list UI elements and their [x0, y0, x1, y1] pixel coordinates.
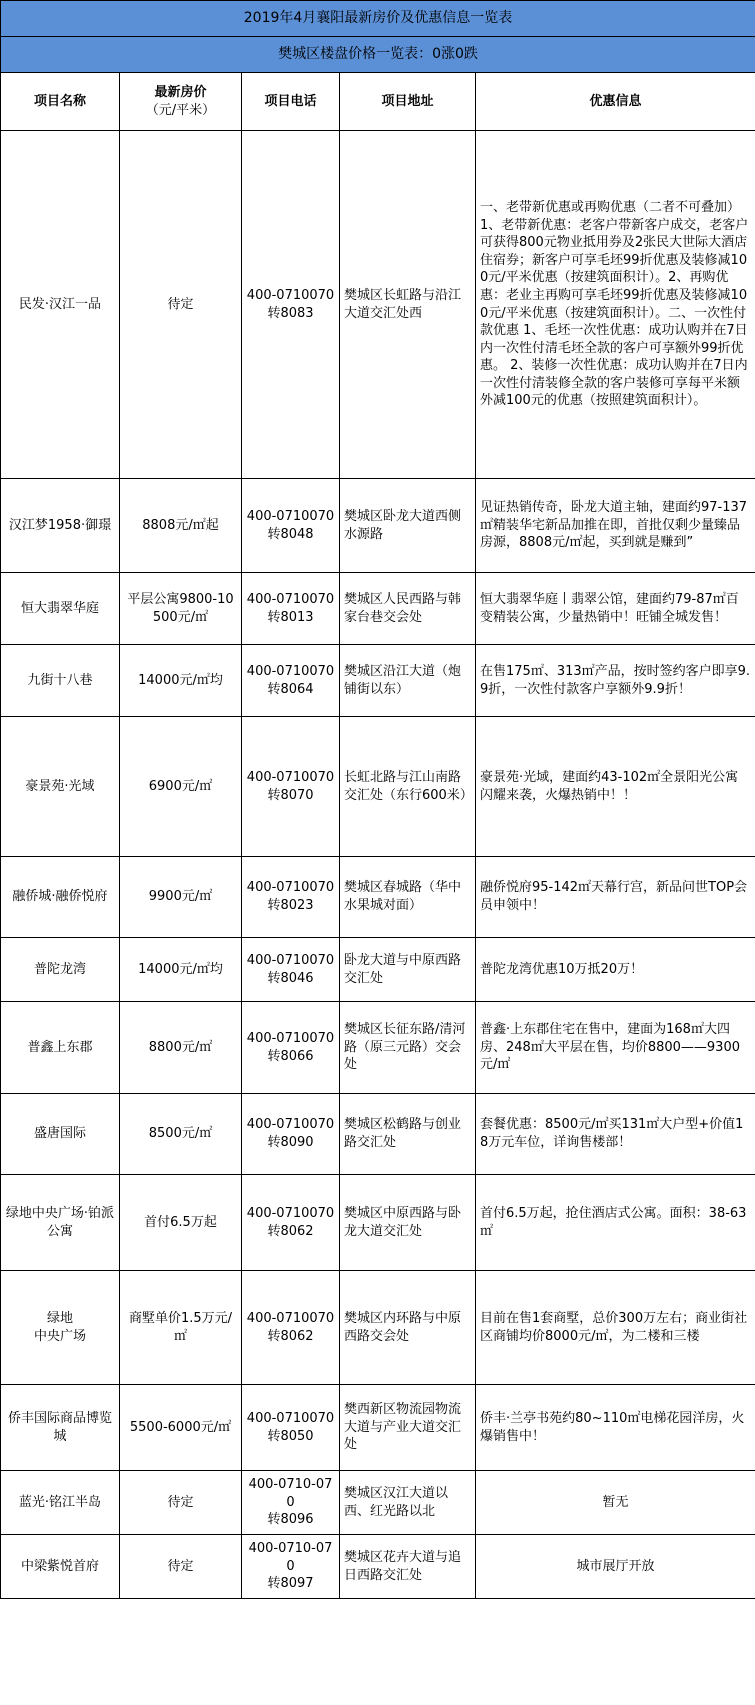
table-row — [1, 1535, 755, 1599]
address-cell: 樊西新区物流园物流大道与产业大道交汇处 — [340, 1385, 476, 1471]
project-name-cell: 豪景苑·光域 — [1, 717, 120, 857]
offer-cell: 侨丰·兰亭书苑约80~110㎡电梯花园洋房，火爆销售中！ — [476, 1385, 755, 1471]
table-row — [1, 857, 755, 938]
project-name-cell: 九街十八巷 — [1, 645, 120, 717]
project-name-cell: 盛唐国际 — [1, 1094, 120, 1175]
table-row — [1, 717, 755, 857]
address-cell: 樊城区人民西路与韩家台巷交会处 — [340, 573, 476, 645]
address-cell: 樊城区汉江大道以西、红光路以北 — [340, 1471, 476, 1535]
price-cell: 首付6.5万起 — [120, 1175, 242, 1271]
offer-cell: 普陀龙湾优惠10万抵20万！ — [476, 938, 755, 1002]
offer-cell: 首付6.5万起，抢住酒店式公寓。面积：38-63㎡ — [476, 1175, 755, 1271]
price-cell: 8500元/㎡ — [120, 1094, 242, 1175]
offer-cell: 在售175㎡、313㎡产品，按时签约客户即享9.9折，一次性付款客户享额外9.9折！ — [476, 645, 755, 717]
price-cell: 商墅单价1.5万元/㎡ — [120, 1271, 242, 1385]
offer-cell: 一、老带新优惠或再购优惠（二者不可叠加）1、老带新优惠：老客户带新客户成交，老客户可获得800元物业抵用券及2张民大世际大酒店住宿券；新客户可享毛坯99折优惠及装修减100元/平米优惠（按建筑面积计）。2、再购优惠：老业主再购可享毛坯99折优惠及装修减100元/平米优惠（按建筑面积计）。二、一次性付款优惠 1、毛坯一次性优惠：成功认购并在7日内一次性付清毛坯全款的客户可享额外99折优惠。 2、装修一次性优惠：成功认购并在7日内一次性付清装修全款的客户装修可享每平米额外减100元的优惠（按照建筑面积计）。 — [476, 131, 755, 479]
phone-cell: 400-0710070 转8023 — [242, 857, 340, 938]
column-header-address: 项目地址 — [340, 73, 476, 131]
phone-cell: 400-0710070 转8066 — [242, 1002, 340, 1094]
price-cell: 待定 — [120, 131, 242, 479]
project-name-cell: 汉江梦1958·御璟 — [1, 479, 120, 573]
column-header-price-unit: （元/平米） — [145, 102, 216, 118]
address-cell: 樊城区春城路（华中水果城对面） — [340, 857, 476, 938]
column-header-name: 项目名称 — [1, 73, 120, 131]
offer-cell: 见证热销传奇，卧龙大道主轴，建面约97-137㎡精装华宅新品加推在即，首批仅剩少量臻品房源，8808元/㎡起，买到就是赚到” — [476, 479, 755, 573]
table-row — [1, 1471, 755, 1535]
phone-cell: 400-0710070 转8090 — [242, 1094, 340, 1175]
project-name-cell: 侨丰国际商品博览城 — [1, 1385, 120, 1471]
address-cell: 樊城区卧龙大道西侧水源路 — [340, 479, 476, 573]
price-cell: 9900元/㎡ — [120, 857, 242, 938]
address-cell: 樊城区长虹路与沿江大道交汇处西 — [340, 131, 476, 479]
project-name-cell: 融侨城·融侨悦府 — [1, 857, 120, 938]
project-name-cell: 民发·汉江一品 — [1, 131, 120, 479]
offer-cell: 目前在售1套商墅，总价300万左右；商业街社区商铺均价8000元/㎡，为二楼和三楼 — [476, 1271, 755, 1385]
price-cell: 平层公寓9800-10500元/㎡ — [120, 573, 242, 645]
phone-cell: 400-0710070 转8050 — [242, 1385, 340, 1471]
table-subtitle: 樊城区楼盘价格一览表：0涨0跌 — [1, 37, 755, 73]
table-row — [1, 1385, 755, 1471]
table-row — [1, 1271, 755, 1385]
project-name-cell: 恒大翡翠华庭 — [1, 573, 120, 645]
phone-cell: 400-0710070 转8046 — [242, 938, 340, 1002]
project-name-cell: 中梁紫悦首府 — [1, 1535, 120, 1599]
project-name-cell: 绿地中央广场·铂派公寓 — [1, 1175, 120, 1271]
address-cell: 樊城区花卉大道与追日西路交汇处 — [340, 1535, 476, 1599]
phone-cell: 400-0710070 转8083 — [242, 131, 340, 479]
offer-cell: 豪景苑·光域，建面约43-102㎡全景阳光公寓闪耀来袭，火爆热销中！！ — [476, 717, 755, 857]
phone-cell: 400-0710070 转8013 — [242, 573, 340, 645]
price-cell: 8800元/㎡ — [120, 1002, 242, 1094]
table-row — [1, 1175, 755, 1271]
address-cell: 樊城区内环路与中原西路交会处 — [340, 1271, 476, 1385]
table-row — [1, 573, 755, 645]
address-cell: 长虹北路与江山南路交汇处（东行600米） — [340, 717, 476, 857]
offer-cell: 城市展厅开放 — [476, 1535, 755, 1599]
offer-cell: 普鑫·上东郡住宅在售中，建面为168㎡大四房、248㎡大平层在售，均价8800——9300元/㎡ — [476, 1002, 755, 1094]
phone-cell: 400-0710-070 转8097 — [242, 1535, 340, 1599]
phone-cell: 400-0710070 转8062 — [242, 1271, 340, 1385]
phone-cell: 400-0710070 转8064 — [242, 645, 340, 717]
project-name-cell: 普鑫上东郡 — [1, 1002, 120, 1094]
table-row — [1, 131, 755, 479]
phone-cell: 400-0710-070 转8096 — [242, 1471, 340, 1535]
phone-cell: 400-0710070 转8062 — [242, 1175, 340, 1271]
offer-cell: 融侨悦府95-142㎡天幕行宫，新品问世TOP会员申领中！ — [476, 857, 755, 938]
price-cell: 待定 — [120, 1535, 242, 1599]
price-cell: 6900元/㎡ — [120, 717, 242, 857]
price-cell: 8808元/㎡起 — [120, 479, 242, 573]
column-header-phone: 项目电话 — [242, 73, 340, 131]
address-cell: 樊城区中原西路与卧龙大道交汇处 — [340, 1175, 476, 1271]
column-header-offer: 优惠信息 — [476, 73, 755, 131]
table-row — [1, 1094, 755, 1175]
column-header-price-label: 最新房价 — [154, 84, 207, 100]
price-cell: 待定 — [120, 1471, 242, 1535]
project-name-cell: 绿地 中央广场 — [1, 1271, 120, 1385]
project-name-cell: 蓝光·铭江半岛 — [1, 1471, 120, 1535]
price-cell: 5500-6000元/㎡ — [120, 1385, 242, 1471]
price-cell: 14000元/㎡均 — [120, 645, 242, 717]
offer-cell: 暂无 — [476, 1471, 755, 1535]
offer-cell: 恒大翡翠华庭丨翡翠公馆，建面约79-87㎡百变精装公寓，少量热销中！旺铺全城发售！ — [476, 573, 755, 645]
phone-cell: 400-0710070 转8070 — [242, 717, 340, 857]
address-cell: 樊城区松鹤路与创业路交汇处 — [340, 1094, 476, 1175]
offer-cell: 套餐优惠：8500元/㎡买131㎡大户型+价值18万元车位，详询售楼部！ — [476, 1094, 755, 1175]
address-cell: 卧龙大道与中原西路交汇处 — [340, 938, 476, 1002]
address-cell: 樊城区沿江大道（炮铺街以东） — [340, 645, 476, 717]
column-header-price — [120, 73, 242, 131]
table-row — [1, 645, 755, 717]
table-row — [1, 479, 755, 573]
price-cell: 14000元/㎡均 — [120, 938, 242, 1002]
table-row — [1, 938, 755, 1002]
table-title: 2019年4月襄阳最新房价及优惠信息一览表 — [1, 1, 755, 37]
project-name-cell: 普陀龙湾 — [1, 938, 120, 1002]
table-row — [1, 1002, 755, 1094]
phone-cell: 400-0710070 转8048 — [242, 479, 340, 573]
address-cell: 樊城区长征东路/清河路（原三元路）交会处 — [340, 1002, 476, 1094]
